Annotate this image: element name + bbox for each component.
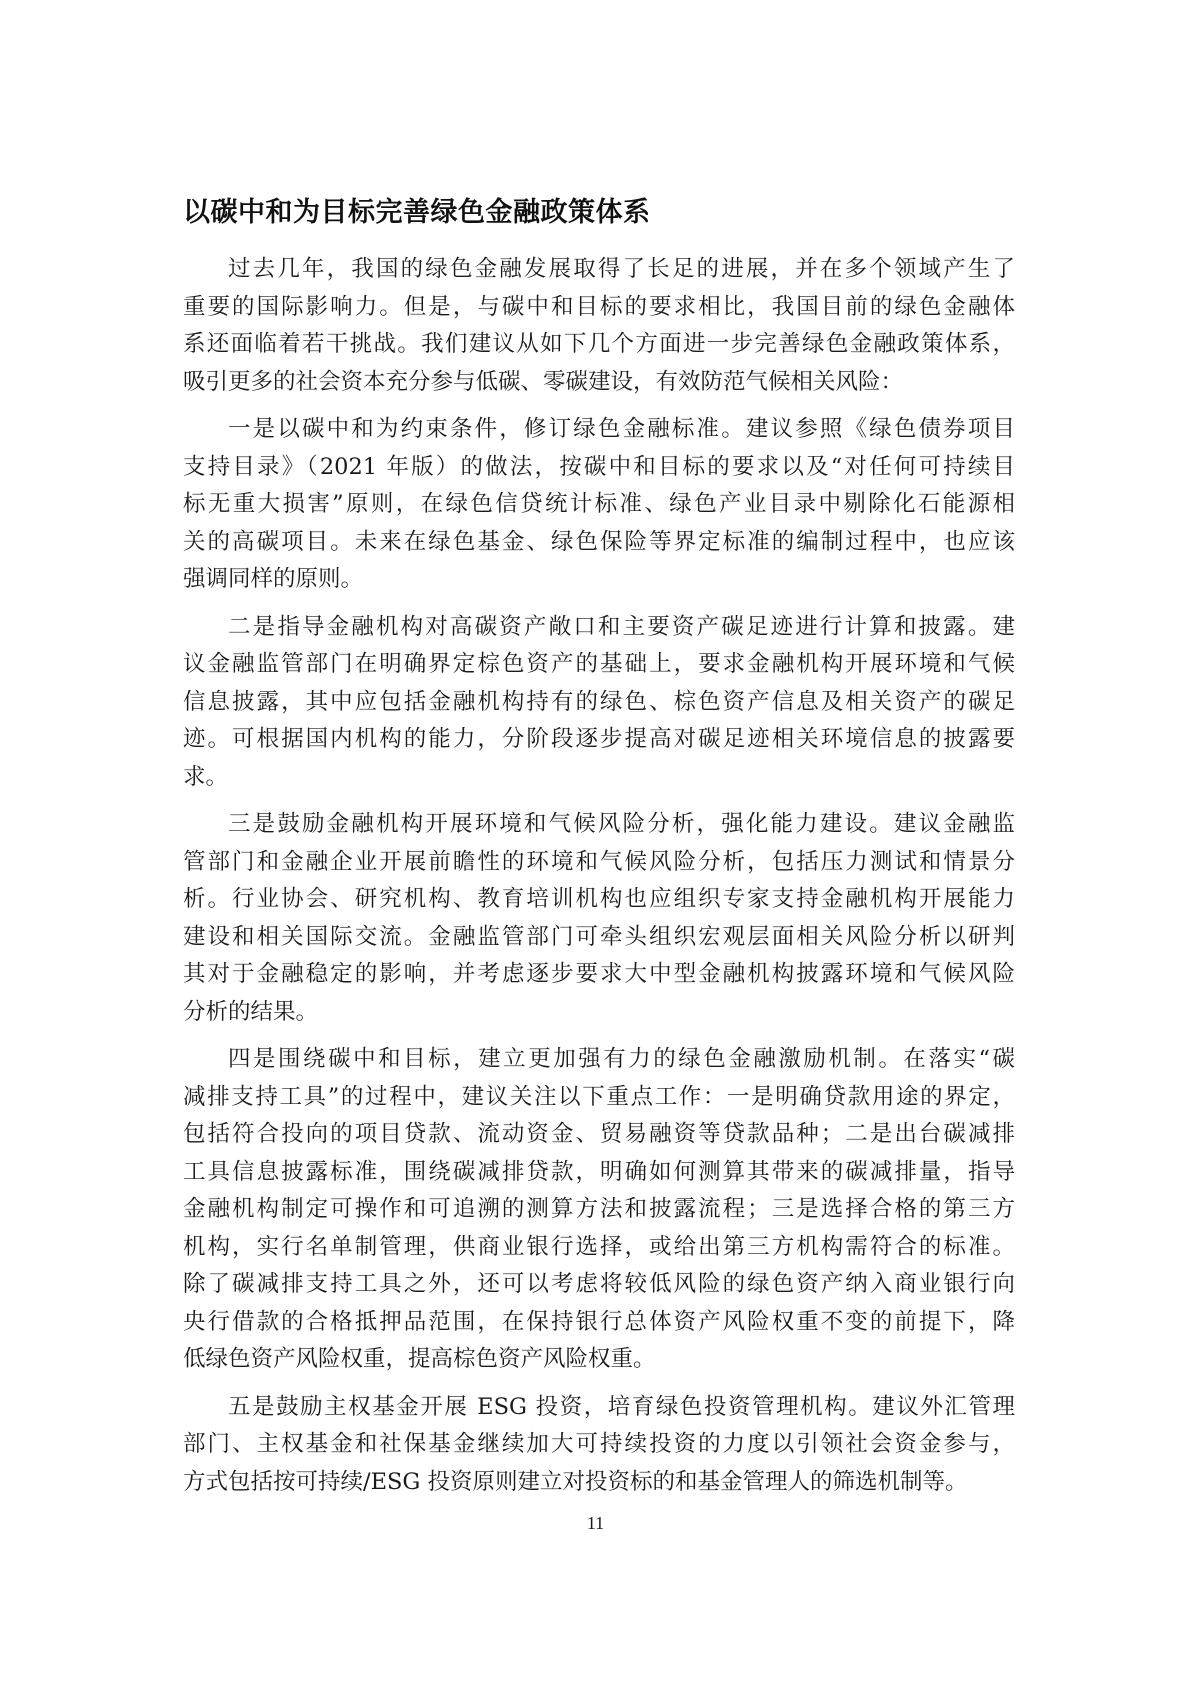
paragraph xyxy=(183,251,1015,401)
paragraph-line: 包括符合投向的项目贷款、流动资金、贸易融资等贷款品种；二是出台碳减排 xyxy=(183,1121,1015,1147)
paragraph-line: 信息披露，其中应包括金融机构持有的绿色、棕色资产信息及相关资产的碳足 xyxy=(183,688,1015,715)
paragraph-line: 一是以碳中和为约束条件，修订绿色金融标准。建议参照《绿色债券项目 xyxy=(228,416,1015,442)
paragraph-line: 四是围绕碳中和目标，建立更加强有力的绿色金融激励机制。在落实“碳 xyxy=(228,1046,1015,1072)
paragraph-line: 吸引更多的社会资本充分参与低碳、零碳建设，有效防范气候相关风险： xyxy=(183,368,904,395)
paragraph-line: 工具信息披露标准，围绕碳减排贷款，明确如何测算其带来的碳减排量，指导 xyxy=(183,1158,1015,1185)
paragraph-line: 金融机构制定可操作和可追溯的测算方法和披露流程；三是选择合格的第三方 xyxy=(183,1196,1015,1222)
paragraph-line: 重要的国际影响力。但是，与碳中和目标的要求相比，我国目前的绿色金融体 xyxy=(183,293,1015,320)
paragraph-line: 强调同样的原则。 xyxy=(183,566,364,592)
paragraph-line: 分析的结果。 xyxy=(183,998,319,1025)
paragraph-line: 议金融监管部门在明确界定棕色资产的基础上，要求金融机构开展环境和气候 xyxy=(183,651,1015,677)
page-number: 11 xyxy=(586,1513,605,1533)
paragraph-line: 其对于金融稳定的影响，并考虑逐步要求大中型金融机构披露环境和气候风险 xyxy=(183,961,1015,987)
paragraph-line: 关的高碳项目。未来在绿色基金、绿色保险等界定标准的编制过程中，也应该 xyxy=(183,528,1015,555)
paragraph xyxy=(183,411,1015,599)
paragraph-line: 系还面临着若干挑战。我们建议从如下几个方面进一步完善绿色金融政策体系， xyxy=(183,331,1015,357)
paragraph xyxy=(183,609,1015,797)
section-title: 以碳中和为目标完善绿色金融政策体系 xyxy=(183,197,651,228)
paragraph-line: 二是指导金融机构对高碳资产敞口和主要资产碳足迹进行计算和披露。建 xyxy=(228,613,1015,640)
paragraph-line: 方式包括按可持续/ESG 投资原则建立对投资标的和基金管理人的筛选机制等。 xyxy=(183,1468,968,1495)
paragraph-line: 除了碳减排支持工具之外，还可以考虑将较低风险的绿色资产纳入商业银行向 xyxy=(183,1271,1015,1297)
paragraph-line: 求。 xyxy=(183,763,229,790)
paragraph-line: 央行借款的合格抵押品范围，在保持银行总体资产风险权重不变的前提下，降 xyxy=(183,1308,1015,1335)
paragraph-line: 支持目录》（2021 年版）的做法，按碳中和目标的要求以及“对任何可持续目 xyxy=(183,453,1015,480)
paragraph-line: 过去几年，我国的绿色金融发展取得了长足的进展，并在多个领域产生了 xyxy=(228,256,1015,282)
paragraph-line: 减排支持工具”的过程中，建议关注以下重点工作：一是明确贷款用途的界定， xyxy=(183,1083,1015,1110)
paragraph-line: 迹。可根据国内机构的能力，分阶段逐步提高对碳足迹相关环境信息的披露要 xyxy=(183,726,1015,752)
paragraph xyxy=(183,806,1015,1031)
paragraph-line: 建设和相关国际交流。金融监管部门可牵头组织宏观层面相关风险分析以研判 xyxy=(183,923,1015,950)
paragraph-line: 机构，实行名单制管理，供商业银行选择，或给出第三方机构需符合的标准。 xyxy=(183,1233,1015,1260)
paragraph-line: 低绿色资产风险权重，提高棕色资产风险权重。 xyxy=(183,1346,656,1372)
paragraph-line: 标无重大损害”原则，在绿色信贷统计标准、绿色产业目录中剔除化石能源相 xyxy=(183,491,1015,517)
paragraph xyxy=(183,1389,1015,1502)
paragraph-line: 管部门和金融企业开展前瞻性的环境和气候风险分析，包括压力测试和情景分 xyxy=(183,848,1015,875)
paragraph xyxy=(183,1041,1015,1379)
document-body xyxy=(183,251,1015,1511)
paragraph-line: 部门、主权基金和社保基金继续加大可持续投资的力度以引领社会资金参与， xyxy=(183,1431,1015,1457)
paragraph-line: 析。行业协会、研究机构、教育培训机构也应组织专家支持金融机构开展能力 xyxy=(183,886,1015,912)
paragraph-line: 五是鼓励主权基金开展 ESG 投资，培育绿色投资管理机构。建议外汇管理 xyxy=(228,1393,1015,1420)
paragraph-line: 三是鼓励金融机构开展环境和气候风险分析，强化能力建设。建议金融监 xyxy=(228,811,1015,837)
